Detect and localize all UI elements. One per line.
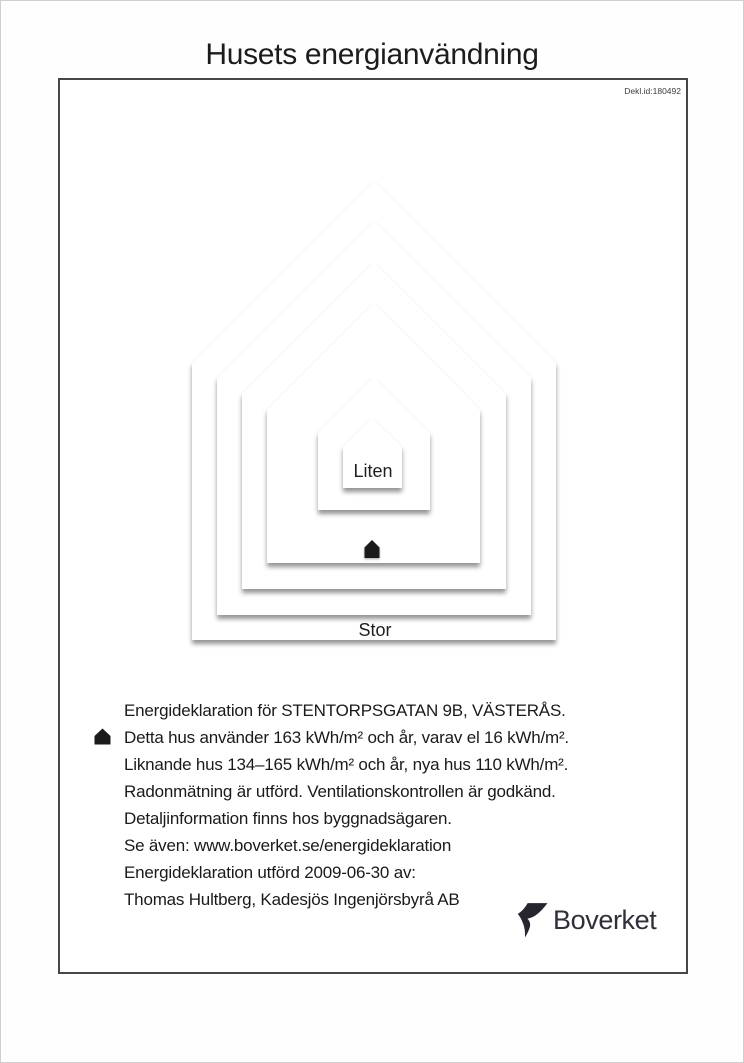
info-line-author: Thomas Hultberg, Kadesjös Ingenjörsbyrå AB: [124, 890, 460, 909]
info-line-address: Energideklaration för STENTORPSGATAN 9B, VÄSTERÅS.: [124, 701, 566, 720]
info-line-date: Energideklaration utförd 2009-06-30 av:: [124, 863, 416, 882]
info-line-usage: Detta hus använder 163 kWh/m² och år, varav el 16 kWh/m².: [124, 728, 569, 747]
info-line-website: Se även: www.boverket.se/energideklaration: [124, 836, 452, 855]
this-house-icon: [94, 728, 111, 745]
inner-scale-label: Liten: [353, 461, 393, 481]
page-title: Husets energianvändning: [205, 38, 539, 71]
declaration-id: Dekl.id:180492: [624, 86, 681, 96]
outer-scale-label: Stor: [358, 620, 392, 640]
boverket-logo-text: Boverket: [553, 904, 657, 935]
declaration-info-block: [124, 697, 604, 913]
info-line-comparison: Liknande hus 134–165 kWh/m² och år, nya hus 110 kWh/m².: [124, 755, 569, 774]
info-line-details: Detaljinformation finns hos byggnadsägaren.: [124, 809, 452, 828]
boverket-logo-icon: [517, 902, 548, 939]
info-line-radon-ventilation: Radonmätning är utförd. Ventilationskontrollen är godkänd.: [124, 782, 556, 801]
boverket-logo: [517, 899, 656, 941]
